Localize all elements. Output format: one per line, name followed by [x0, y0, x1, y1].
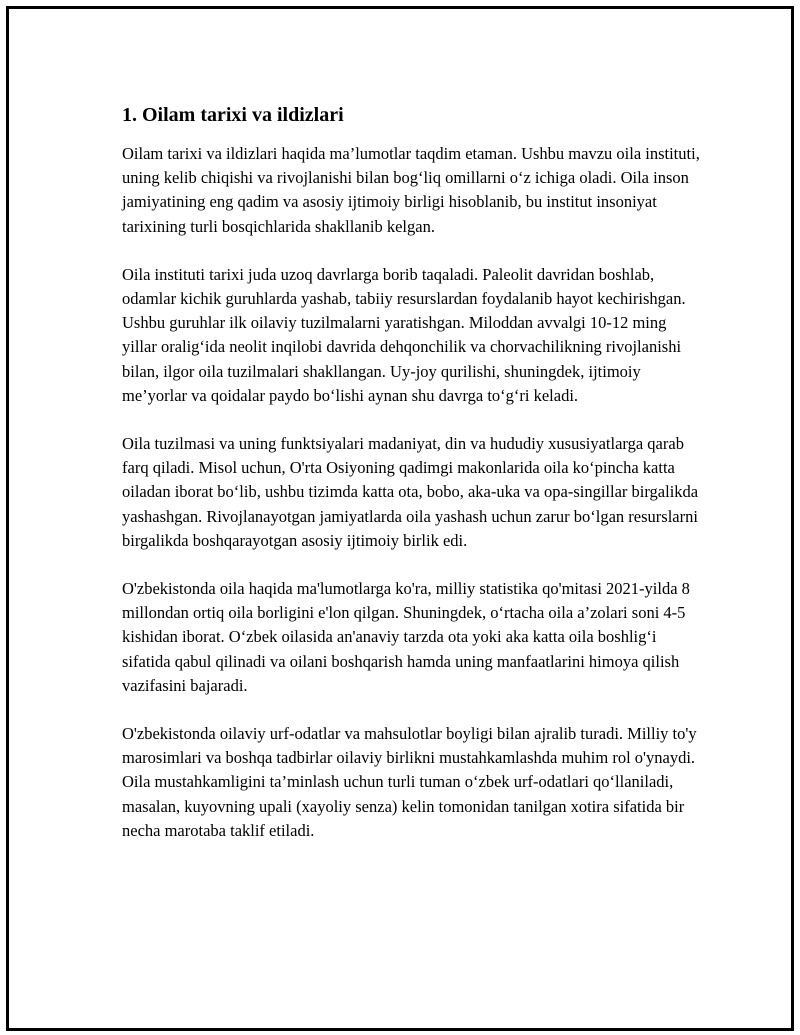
paragraph-history: Oila instituti tarixi juda uzoq davrlarga borib taqaladi. Paleolit davridan boshlab, odamlar kichik guruhlarda yashab, tabiiy resurslardan foydalanib hayot kechirishgan. Ushbu guruhlar ilk oilaviy tuzilmalarni yaratishgan. Miloddan avvalgi 10-12 ming yillar oralig‘ida neolit inqilobi davrida dehqonchilik va chorvachilikning rivojlanishi bilan, ilgor oila tuzilmalari shakllangan. Uy-joy qurilishi, shuningdek, ijtimoiy me’yorlar va qoidalar paydo bo‘lishi aynan shu davrga to‘g‘ri keladi.: [122, 264, 686, 405]
paragraph-statistics: O'zbekistonda oila haqida ma'lumotlarga ko'ra, milliy statistika qo'mitasi 2021-yilda 8 millondan ortiq oila borligini e'lon qilgan. Shuningdek, o‘rtacha oila a’zolari soni 4-5 kishidan iborat. O‘zbek oilasida an'anaviy tarzda ota yoki aka katta oila boshlig‘i sifatida qabul qilinadi va oilani boshqarish hamda uning manfaatlarini himoya qilish vazifasini bajaradi.: [122, 579, 690, 695]
paragraph-structure: Oila tuzilmasi va uning funktsiyalari madaniyat, din va hududiy xususiyatlarga qarab farq qiladi. Misol uchun, O'rta Osiyoning qadimgi makonlarida oila ko‘pincha katta oiladan iborat bo‘lib, ushbu tizimda katta ota, bobo, aka-uka va opa-singillar birgalikda yashashgan. Rivojlanayotgan jamiyatlarda oila yashash uchun zarur bo‘lgan resurslarni birgalikda boshqarayotgan asosiy ijtimoiy birlik edi.: [122, 434, 699, 550]
paragraph-intro: Oilam tarixi va ildizlari haqida ma’lumotlar taqdim etaman. Ushbu mavzu oila instituti, uning kelib chiqishi va rivojlanishi bilan bog‘liq omillarni o‘z ichiga oladi. Oila inson jamiyatining eng qadim va asosiy ijtimoiy birligi hisoblanib, bu institut insoniyat tarixining turli bosqichlarida shakllanib kelgan.: [122, 144, 700, 236]
document-body: [122, 100, 702, 867]
section-heading: 1. Oilam tarixi va ildizlari: [122, 104, 344, 126]
page-border: [6, 6, 794, 1031]
paragraph-traditions: O'zbekistonda oilaviy urf-odatlar va mahsulotlar boyligi bilan ajralib turadi. Milliy to'y marosimlari va boshqa tadbirlar oilaviy birlikni mustahkamlashda muhim rol o'ynaydi. Oila mustahkamligini ta’minlash uchun turli tuman o‘zbek urf-odatlari qo‘llaniladi, masalan, kuyovning upali (xayoliy senza) kelin tomonidan tanilgan xotira sifatida bir necha marotaba taklif etiladi.: [122, 724, 697, 840]
